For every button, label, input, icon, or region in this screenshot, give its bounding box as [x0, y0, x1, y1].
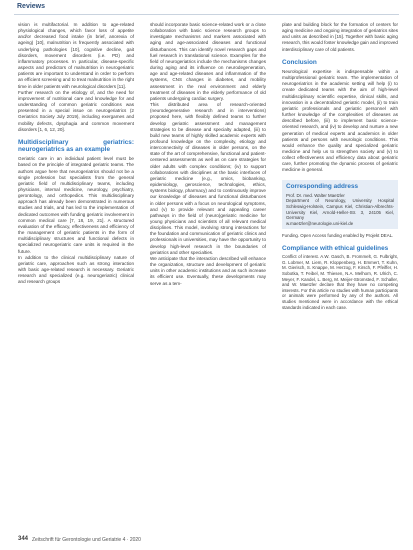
paragraph: Geriatric care in an individual patient level must be based on the principle of integrated geriatric teams. The authors argue here that neurogeriatrics should not be a single profession but specialists from the general geriatric field of multidisciplinary teams, including physicians, internal medicine, neurology, psychiatry, gerontology, and orthopedics. This multidisciplinary approach has already been demonstrated in numerous studies and trials, and has led to the implementation of dedicated outcomes with funding geriatric involvement in common medical care [7, 18, 19, 21]. A structured evaluation of the efficacy, effectiveness and efficiency of the management of geriatric patients in the form of multidisciplinary structures and functional defects in specialized neurogeriatric care units is required in the future.: [18, 156, 134, 254]
section-label: Reviews: [17, 3, 46, 10]
compliance-heading: Compliance with ethical guidelines: [282, 245, 389, 252]
paragraph: should incorporate basic science-related work or a close collaboration with basic science research groups to investigate mechanisms and markers associated with aging and age-associated diseases and functional disturbances. This can identify novel research gaps and fuel research in translational science. Examples for the field of neurogeriatrics include the mechanisms changes during aging and its influence on neurodegeneration, age and age-related diseases and inflammation of the systems, CNS changes in diabetes, and mobility assessment in the real environment and elderly treatment of diseases in the elderly performance of old patients undergoing cardiac surgery.: [150, 22, 266, 101]
page-number: 344: [18, 536, 29, 542]
paragraph: Further research on the etiology of, and the need for improvement of nutritional care and knowledge for and understanding of common geriatric conditions was presented in a special issue on neurogeriatrics (2 Geriatrics Society July 2019), including exergames and mobility defects, dysphagia and common movement disorders [1, 6, 12, 20].: [18, 89, 134, 132]
column-middle: [150, 22, 266, 287]
compliance-text: Conflict of interest. A.W. Gasch, B. Frommelt, G. Fulbright, G. Lobmer, M. Liem, R. Kloppenberg, H. Emmert, T. Kuhn, M. Gierisch, S. Knappe, M. Herzog, F. Kirsch, F. Pfeiffer, H. Sobotka, T. Feibel, M. Thiesen, N.A. Melhorn, R. Ulrich, C. Meyer, F. Kandel, L. Berg, M. Meijer-Stromsted, F. Schaller, and W. Maetzler declare that they have no competing interests. For this article no studies with human participants or animals were performed by any of the authors. All studies mentioned were in accordance with the ethical standards indicated in each case.: [282, 254, 398, 310]
section-heading-conclusion: Conclusion: [282, 58, 317, 66]
paragraph: We anticipate that the interaction described will enhance the organization, structure and development of geriatric units in other academic institutions and as such increase its efficient use. Eventually, these developments may serve as a tem-: [150, 255, 266, 286]
corresponding-address-text: Prof. Dr. med. Walter Maetzler Department of Neurology, University Hospital Schleswig-Holstein, Campus Kiel, Christian-Albrechts-University Kiel, Arnold-Heller-Str. 3, 24105 Kiel, Germany w.maetzler@neurologie.uni-kiel.de: [286, 192, 394, 226]
page-header: [0, 0, 413, 16]
column-left: [18, 22, 134, 286]
header-rule: [14, 14, 399, 15]
compliance-box: [282, 245, 398, 310]
corresponding-address-heading: Corresponding address: [286, 182, 359, 190]
paragraph: plate and building block for the formation of centers for aging medicine and ongoing integration of geriatrics sites and units as described in [15]. Together with basic aging research, this would foster knowledge gain and improved interdisciplinary care of old patients.: [282, 22, 398, 52]
journal-name: Zeitschrift für Gerontologie und Geriatrie 4 · 2020: [32, 537, 141, 543]
section-heading-multidisciplinary: Multidisciplinary geriatrics: neurogeriatrics as an example: [18, 138, 134, 154]
paragraph: In addition to the clinical multidisciplinary nature of geriatric care, approaches such as strong interaction with basic age-related research is necessary. Geriatric research and specialized (e.g. neurogeriatric) clinical and research groups: [18, 254, 134, 285]
page-footer: [0, 534, 413, 546]
paragraph: Neurological expertise is indispensable within a multiprofessional geriatric team. The implementation of neurogeriatrics in the academic setting will help (i) to create dedicated teams with the aim of high-level multidisciplinary scientific expertise, clinical skills, and innovation in a decentralized geriatric model, (ii) to train geriatric professionals and geriatric personnel with further knowledge of the complexities of diseases as described before, (iii) to implement basic science-oriented research, and (iv) to develop and nurture a new generation of medical experts and academics in older patients and persons with neurologic conditions. This would enhance the quality and specialized geriatric medicine and help us to strengthen society and (v) to collect effectiveness and efficiency data about geriatric care, further promoting the dynamic process of geriatric medicine in general.: [282, 68, 398, 173]
funding-note: Funding. Open Access funding enabled by Projekt DEAL.: [282, 233, 394, 239]
paragraph: This distributed area of research-oriented (neurodegenerative research and in interventions) proposed here, with flexibly defined teams to further develop geriatric assessment and management strategies to be disease and specialty adapted, (iii) to build new teams of highly skilled academic experts with profound knowledge on the complexity, etiology and interconnectivity of diseases in older persons, on the state of the art of comprehensive, functional and patient-centered assessments as well as on care strategies for older adults with complex conditions; (iv) to support collaborations with disciplines at the basic interfaces of geriatric medicine (e.g., omics, biobanking, epidemiology, geroscience, technologies, ethics, systems biology, pharmacy) and to continuously improve our knowledge of diseases and functional disturbances in older persons with a focus on neurological symptoms, and (v) to provide relevant and appealing career pathways in the field of (neuro)geriatric medicine for young physicians and scientists of all relevant medical disciplines. This model, involving strong interactions for the foundation and communication of geriatric clinics and professionals in universities, may have the opportunity to develop high-level research in the boundaries of geriatrics and other specialties.: [150, 102, 266, 255]
paragraph: vision is multifactorial. In addition to age-related physiological changes, which favor loss of appetite and/or decreased food intake (in brief, anorexia of ageing) [10], malnutrition is frequently associated with underlying pathologies [10], cognitive decline, gait disorders, movement disorders (i.e. PD) and inflammatory processes. In particular, disease-specific aspects and predictors of malnutrition in neurogeriatric patients are important to understand in order to perform an efficient screening and to treat malnutrition in the right time in older patients with neurological disorders [11].: [18, 22, 134, 89]
corresponding-address-box: [282, 180, 398, 230]
column-right: [282, 22, 398, 310]
